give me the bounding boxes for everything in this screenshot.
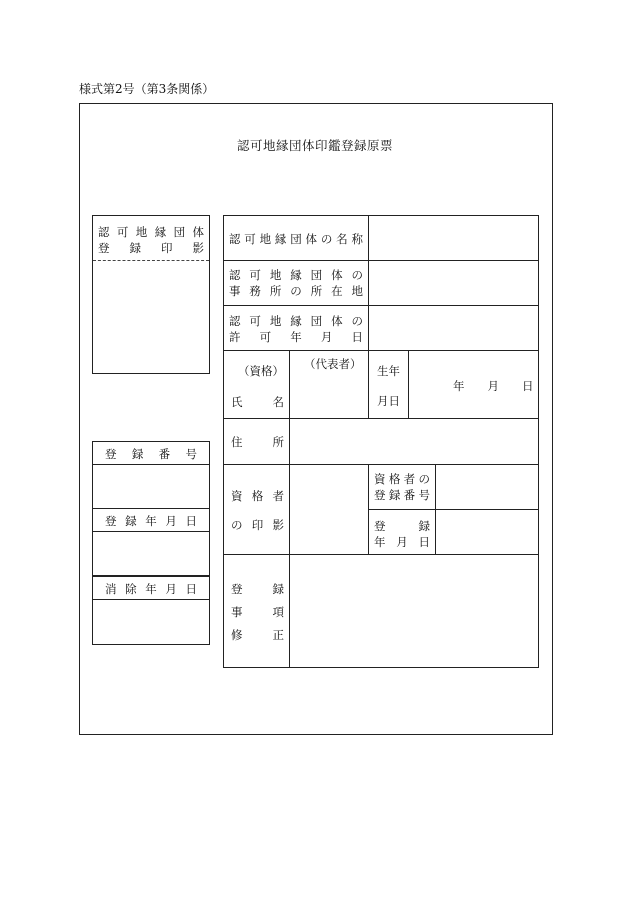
permit-date-label-line1: 認可地縁団体の bbox=[229, 314, 363, 328]
birth-label-line2: 月日 bbox=[377, 394, 400, 408]
qualification-name-cell bbox=[223, 350, 290, 419]
registration-number-header bbox=[92, 441, 210, 465]
qualifier-seal-value bbox=[289, 464, 369, 555]
qualifier-reg-date-label-line2: 年月日 bbox=[374, 535, 430, 549]
deletion-date-label: 消除年月日 bbox=[105, 582, 197, 596]
group-name-label-cell bbox=[223, 215, 369, 261]
registration-number-value bbox=[92, 464, 210, 509]
deletion-date-value bbox=[92, 599, 210, 645]
qualifier-seal-label-line2: の印影 bbox=[231, 518, 284, 532]
correction-value bbox=[289, 554, 539, 668]
form-title: 認可地縁団体印鑑登録原票 bbox=[236, 138, 393, 153]
correction-label-cell bbox=[223, 554, 290, 668]
seal-box-divider bbox=[93, 260, 209, 261]
birth-date-value-cell bbox=[408, 350, 539, 419]
deletion-date-header bbox=[92, 576, 210, 600]
qualifier-reg-number-label-cell bbox=[368, 464, 436, 510]
representative-label: （代表者） bbox=[304, 357, 362, 371]
permit-date-label-cell bbox=[223, 305, 369, 351]
permit-date-value bbox=[368, 305, 539, 351]
address-label-cell bbox=[223, 418, 290, 465]
permit-date-label-line2: 許可年月日 bbox=[229, 330, 363, 344]
correction-label-line1: 登録 bbox=[231, 582, 284, 596]
qualifier-reg-date-label-line1: 登録 bbox=[374, 519, 430, 533]
office-location-value bbox=[368, 260, 539, 306]
registration-date-label: 登録年月日 bbox=[105, 514, 197, 528]
correction-label-line2: 事項 bbox=[231, 605, 284, 619]
address-label: 住所 bbox=[231, 435, 284, 449]
seal-impression-box bbox=[92, 215, 210, 374]
office-location-label-cell bbox=[223, 260, 369, 306]
qualifier-reg-number-value bbox=[435, 464, 539, 510]
office-location-label-line1: 認可地縁団体の bbox=[229, 268, 363, 282]
name-label: 氏名 bbox=[231, 395, 284, 409]
registration-date-header bbox=[92, 508, 210, 532]
representative-cell bbox=[289, 350, 369, 419]
qualifier-seal-label-cell bbox=[223, 464, 290, 555]
form-caption: 様式第2号（第3条関係） bbox=[79, 82, 215, 96]
seal-box-label-line1: 認可地縁団体 bbox=[98, 225, 204, 239]
birth-date-units: 年 月 日 bbox=[453, 379, 534, 393]
birth-label-line1: 生年 bbox=[377, 364, 400, 378]
qualifier-seal-label-line1: 資格者 bbox=[231, 489, 284, 503]
birth-date-label-cell bbox=[368, 350, 409, 419]
registration-date-value bbox=[92, 531, 210, 576]
qualifier-reg-date-label-cell bbox=[368, 509, 436, 555]
qualifier-reg-number-label-line2: 登録番号 bbox=[374, 488, 430, 502]
registration-number-label: 登録番号 bbox=[105, 447, 197, 461]
seal-box-label-line2: 登録印影 bbox=[98, 241, 204, 255]
qualifier-reg-date-value bbox=[435, 509, 539, 555]
group-name-value bbox=[368, 215, 539, 261]
correction-label-line3: 修正 bbox=[231, 628, 284, 642]
qualification-label: （資格） bbox=[238, 364, 284, 378]
qualifier-reg-number-label-line1: 資格者の bbox=[374, 472, 430, 486]
office-location-label-line2: 事務所の所在地 bbox=[229, 284, 363, 298]
address-value bbox=[289, 418, 539, 465]
group-name-label: 認可地縁団体の名称 bbox=[229, 232, 363, 246]
